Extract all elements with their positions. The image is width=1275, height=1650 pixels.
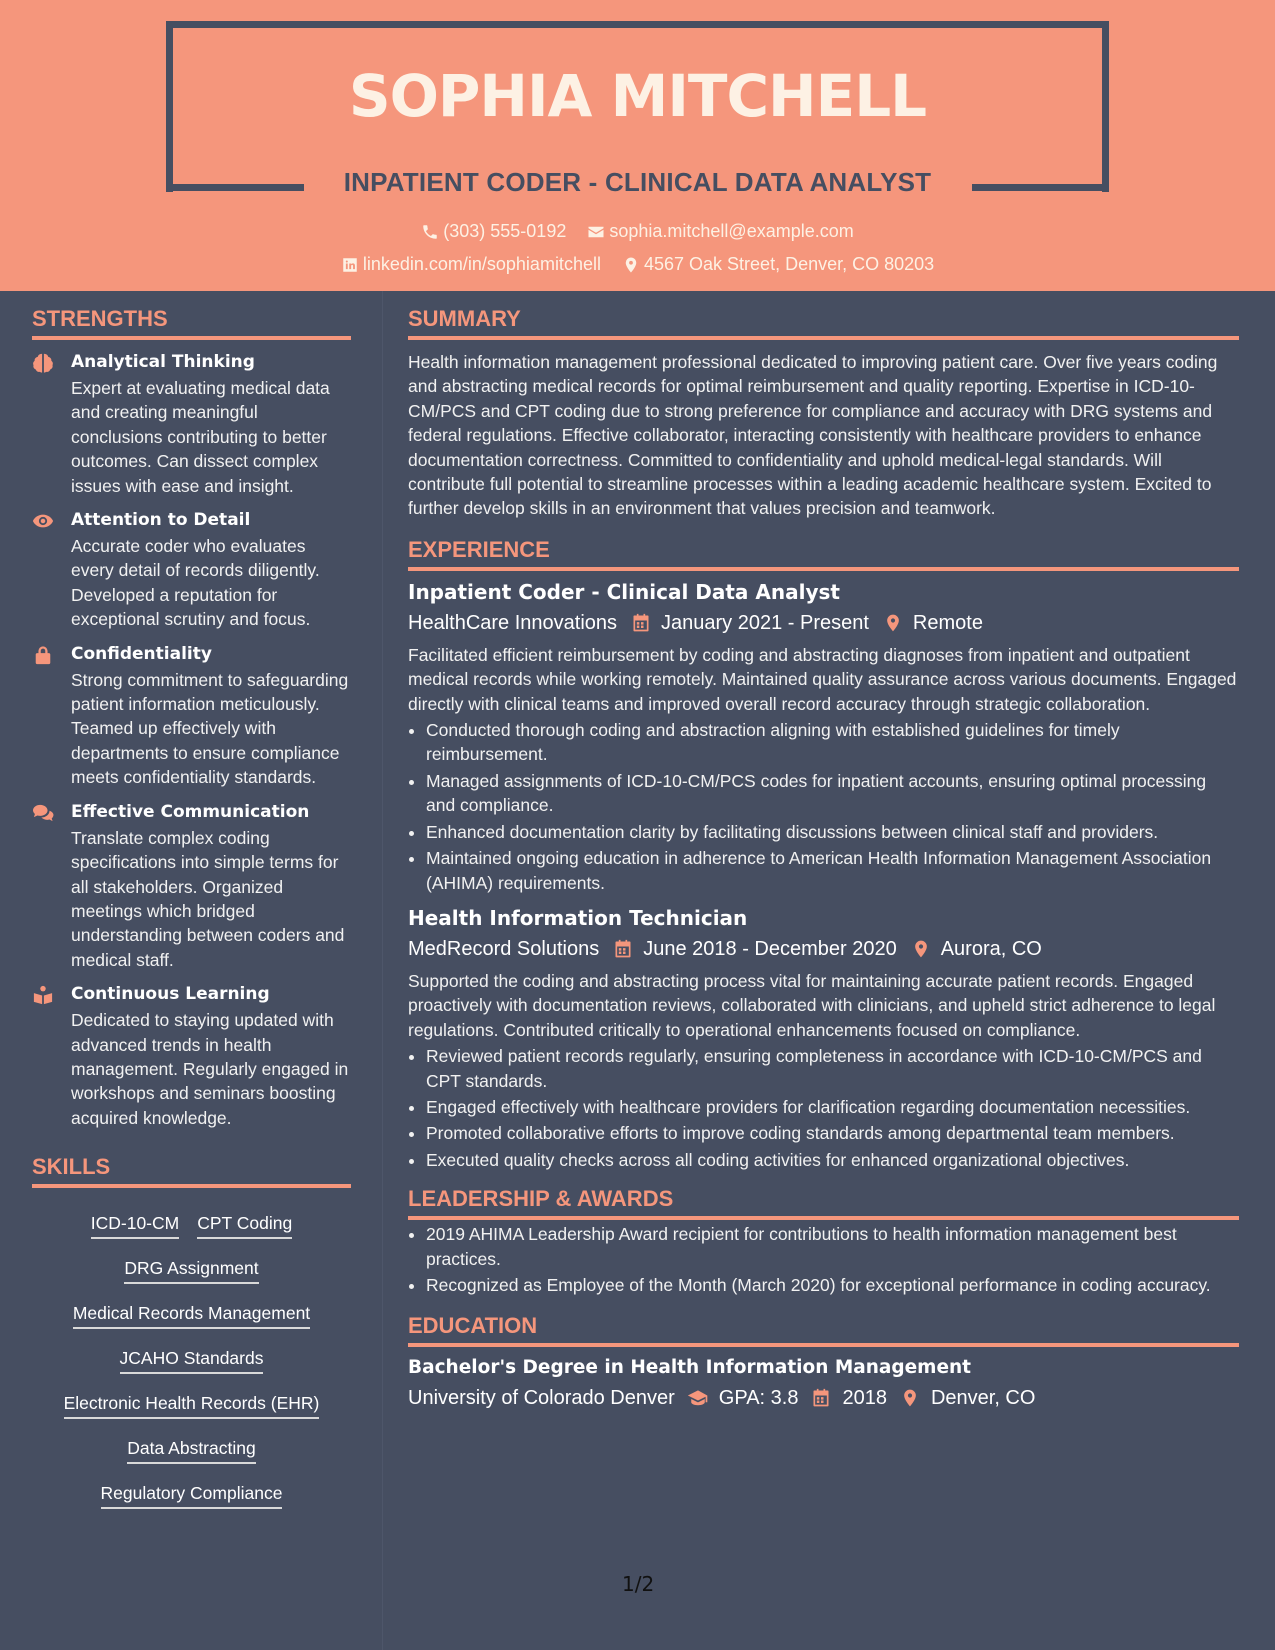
strength-item xyxy=(32,801,351,972)
job-meta xyxy=(408,610,1239,636)
map-marker-icon xyxy=(622,256,640,274)
education-year: 2018 xyxy=(842,1387,887,1410)
education-location: Denver, CO xyxy=(930,1387,1036,1410)
strength-title: Effective Communication xyxy=(71,801,310,822)
brain-icon xyxy=(32,353,54,373)
skills-list xyxy=(32,1202,351,1517)
education-meta xyxy=(408,1385,1239,1411)
linkedin-icon xyxy=(341,256,359,274)
map-marker-icon xyxy=(911,939,931,959)
job-bullet: • Engaged effectively with healthcare providers for clarification regarding documentation necessities. xyxy=(426,1095,1239,1119)
education-heading: EDUCATION xyxy=(408,1313,1239,1347)
skill-tag: DRG Assignment xyxy=(124,1257,258,1284)
award-item: • Recognized as Employee of the Month (March 2020) for exceptional performance in coding accuracy. xyxy=(426,1273,1239,1297)
candidate-name: SOPHIA MITCHELL xyxy=(348,62,927,130)
contact-phone[interactable] xyxy=(421,221,566,242)
skill-tag: Electronic Health Records (EHR) xyxy=(64,1392,320,1419)
skills-section xyxy=(32,1154,351,1517)
experience-heading: EXPERIENCE xyxy=(408,537,1239,571)
experience-section xyxy=(408,537,1239,1172)
strength-title: Analytical Thinking xyxy=(71,352,255,372)
comments-icon xyxy=(32,803,54,823)
strength-description: Expert at evaluating medical data and creating meaningful conclusions contributing to better outcomes. Can dissect complex issues with ease and insight. xyxy=(71,378,330,496)
education-degree: Bachelor's Degree in Health Information Management xyxy=(408,1357,972,1379)
contact-linkedin[interactable] xyxy=(341,254,601,275)
awards-heading: LEADERSHIP & AWARDS xyxy=(408,1186,1239,1220)
calendar-icon xyxy=(810,1388,832,1408)
skill-tag: Medical Records Management xyxy=(73,1302,310,1329)
strength-description: Strong commitment to safeguarding patient information meticulously. Teamed up effectively with departments to ensure compliance meets confidentiality standards. xyxy=(71,669,349,788)
calendar-icon xyxy=(631,613,651,633)
eye-icon xyxy=(32,511,54,531)
map-marker-icon xyxy=(883,613,903,633)
job-entry xyxy=(408,905,1239,1172)
page-number: 1/2 xyxy=(622,1572,655,1596)
job-bullets xyxy=(408,718,1239,895)
job-bullet: • Enhanced documentation clarity by facilitating discussions between clinical staff and providers. xyxy=(426,820,1239,844)
envelope-icon xyxy=(587,223,605,241)
contact-address xyxy=(622,254,934,275)
skill-tag: CPT Coding xyxy=(197,1212,292,1239)
job-description: Facilitated efficient reimbursement by coding and abstracting diagnoses from inpatient and outpatient medical records while working remotely. Maintained quality assurance across various documents. Engaged directly with clinical teams and improved overall record accuracy through strategic collaboration. xyxy=(408,644,1237,714)
right-column xyxy=(408,306,1239,1411)
job-company: MedRecord Solutions xyxy=(408,937,600,960)
lock-icon xyxy=(32,645,54,665)
map-marker-icon xyxy=(899,1388,921,1408)
strength-item xyxy=(32,983,351,1130)
skills-heading: SKILLS xyxy=(32,1154,351,1188)
job-title: Inpatient Coder - Clinical Data Analyst xyxy=(408,579,840,604)
contact-email[interactable] xyxy=(587,221,853,242)
address-text: 4567 Oak Street, Denver, CO 80203 xyxy=(643,254,935,274)
reader-icon xyxy=(32,985,54,1005)
linkedin-text: linkedin.com/in/sophiamitchell xyxy=(362,254,601,274)
awards-list xyxy=(408,1222,1239,1297)
strength-title: Attention to Detail xyxy=(71,510,251,531)
graduation-cap-icon xyxy=(687,1388,709,1408)
education-gpa: GPA: 3.8 xyxy=(718,1387,799,1410)
job-entry xyxy=(408,579,1239,895)
phone-text: (303) 555-0192 xyxy=(443,221,567,241)
skill-tag: ICD-10-CM xyxy=(91,1212,179,1239)
summary-section xyxy=(408,306,1239,521)
job-bullets xyxy=(408,1044,1239,1172)
skill-tag: JCAHO Standards xyxy=(120,1347,264,1374)
job-title: Health Information Technician xyxy=(408,905,748,930)
skill-tag: Data Abstracting xyxy=(127,1437,255,1464)
job-location: Remote xyxy=(912,611,983,634)
job-dates: June 2018 - December 2020 xyxy=(643,937,897,960)
job-meta xyxy=(408,936,1239,962)
job-bullet: • Managed assignments of ICD-10-CM/PCS codes for inpatient accounts, ensuring optimal processing and compliance. xyxy=(426,769,1239,818)
education-section xyxy=(408,1313,1239,1411)
award-item: • 2019 AHIMA Leadership Award recipient for contributions to health information management best practices. xyxy=(426,1222,1239,1271)
strength-item xyxy=(32,351,351,498)
email-text: sophia.mitchell@example.com xyxy=(609,221,854,241)
strength-item xyxy=(32,643,351,790)
strength-title: Confidentiality xyxy=(71,643,212,664)
awards-section xyxy=(408,1186,1239,1297)
calendar-icon xyxy=(613,939,633,959)
contact-row-2 xyxy=(0,254,1275,279)
strength-item xyxy=(32,509,351,632)
contact-row-1 xyxy=(0,221,1275,246)
strength-description: Translate complex coding specifications into simple terms for all stakeholders. Organized meetings which bridged understanding between coders and medical staff. xyxy=(71,827,345,970)
column-divider xyxy=(382,291,383,1650)
resume-header xyxy=(0,0,1275,291)
job-bullet: • Promoted collaborative efforts to improve coding standards among departmental team members. xyxy=(426,1121,1239,1145)
strengths-heading: STRENGTHS xyxy=(32,306,351,340)
phone-icon xyxy=(421,223,439,241)
summary-heading: SUMMARY xyxy=(408,306,1239,340)
job-location: Aurora, CO xyxy=(940,937,1042,960)
job-description: Supported the coding and abstracting process vital for maintaining accurate patient records. Engaged proactively with documentation reviews, collaborated with clinicians, and upheld strict adherence to legal regulations. Contributed critically to operational enhancements focused on compliance. xyxy=(408,970,1216,1040)
job-dates: January 2021 - Present xyxy=(661,611,869,634)
job-bullet: • Reviewed patient records regularly, ensuring completeness in accordance with ICD-10-CM/PCS and CPT standards. xyxy=(426,1044,1239,1093)
strength-title: Continuous Learning xyxy=(71,984,270,1005)
left-column xyxy=(32,306,351,1517)
job-bullet: • Executed quality checks across all coding activities for enhanced organizational objectives. xyxy=(426,1148,1239,1172)
strength-description: Accurate coder who evaluates every detail of records diligently. Developed a reputation for exceptional scrutiny and focus. xyxy=(71,536,320,630)
summary-text: Health information management professional dedicated to improving patient care. Over five years coding and abstracting medical records for optimal reimbursement and quality reporting. Expertise in ICD-10-CM/PCS and CPT coding due to strong preference for compliance and accuracy with DRG systems and federal regulations. Effective collaborator, interacting consistently with healthcare providers to enhance documentation correctness. Committed to confidentiality and uphold medical-legal standards. Will contribute full potential to streamline processes within a leading academic healthcare system. Excited to further develop skills in an environment that values precision and teamwork. xyxy=(408,352,1218,519)
strength-description: Dedicated to staying updated with advanced trends in health management. Regularly engaged in workshops and seminars boosting acquired knowledge. xyxy=(71,1010,349,1128)
education-school: University of Colorado Denver xyxy=(408,1387,675,1410)
skill-tag: Regulatory Compliance xyxy=(101,1482,283,1509)
strengths-section xyxy=(32,306,351,1130)
job-company: HealthCare Innovations xyxy=(408,611,618,634)
job-bullet: • Conducted thorough coding and abstraction aligning with established guidelines for timely reimbursement. xyxy=(426,718,1239,767)
job-bullet: • Maintained ongoing education in adherence to American Health Information Management Association (AHIMA) requirements. xyxy=(426,846,1239,895)
candidate-title: INPATIENT CODER - CLINICAL DATA ANALYST xyxy=(343,167,932,197)
